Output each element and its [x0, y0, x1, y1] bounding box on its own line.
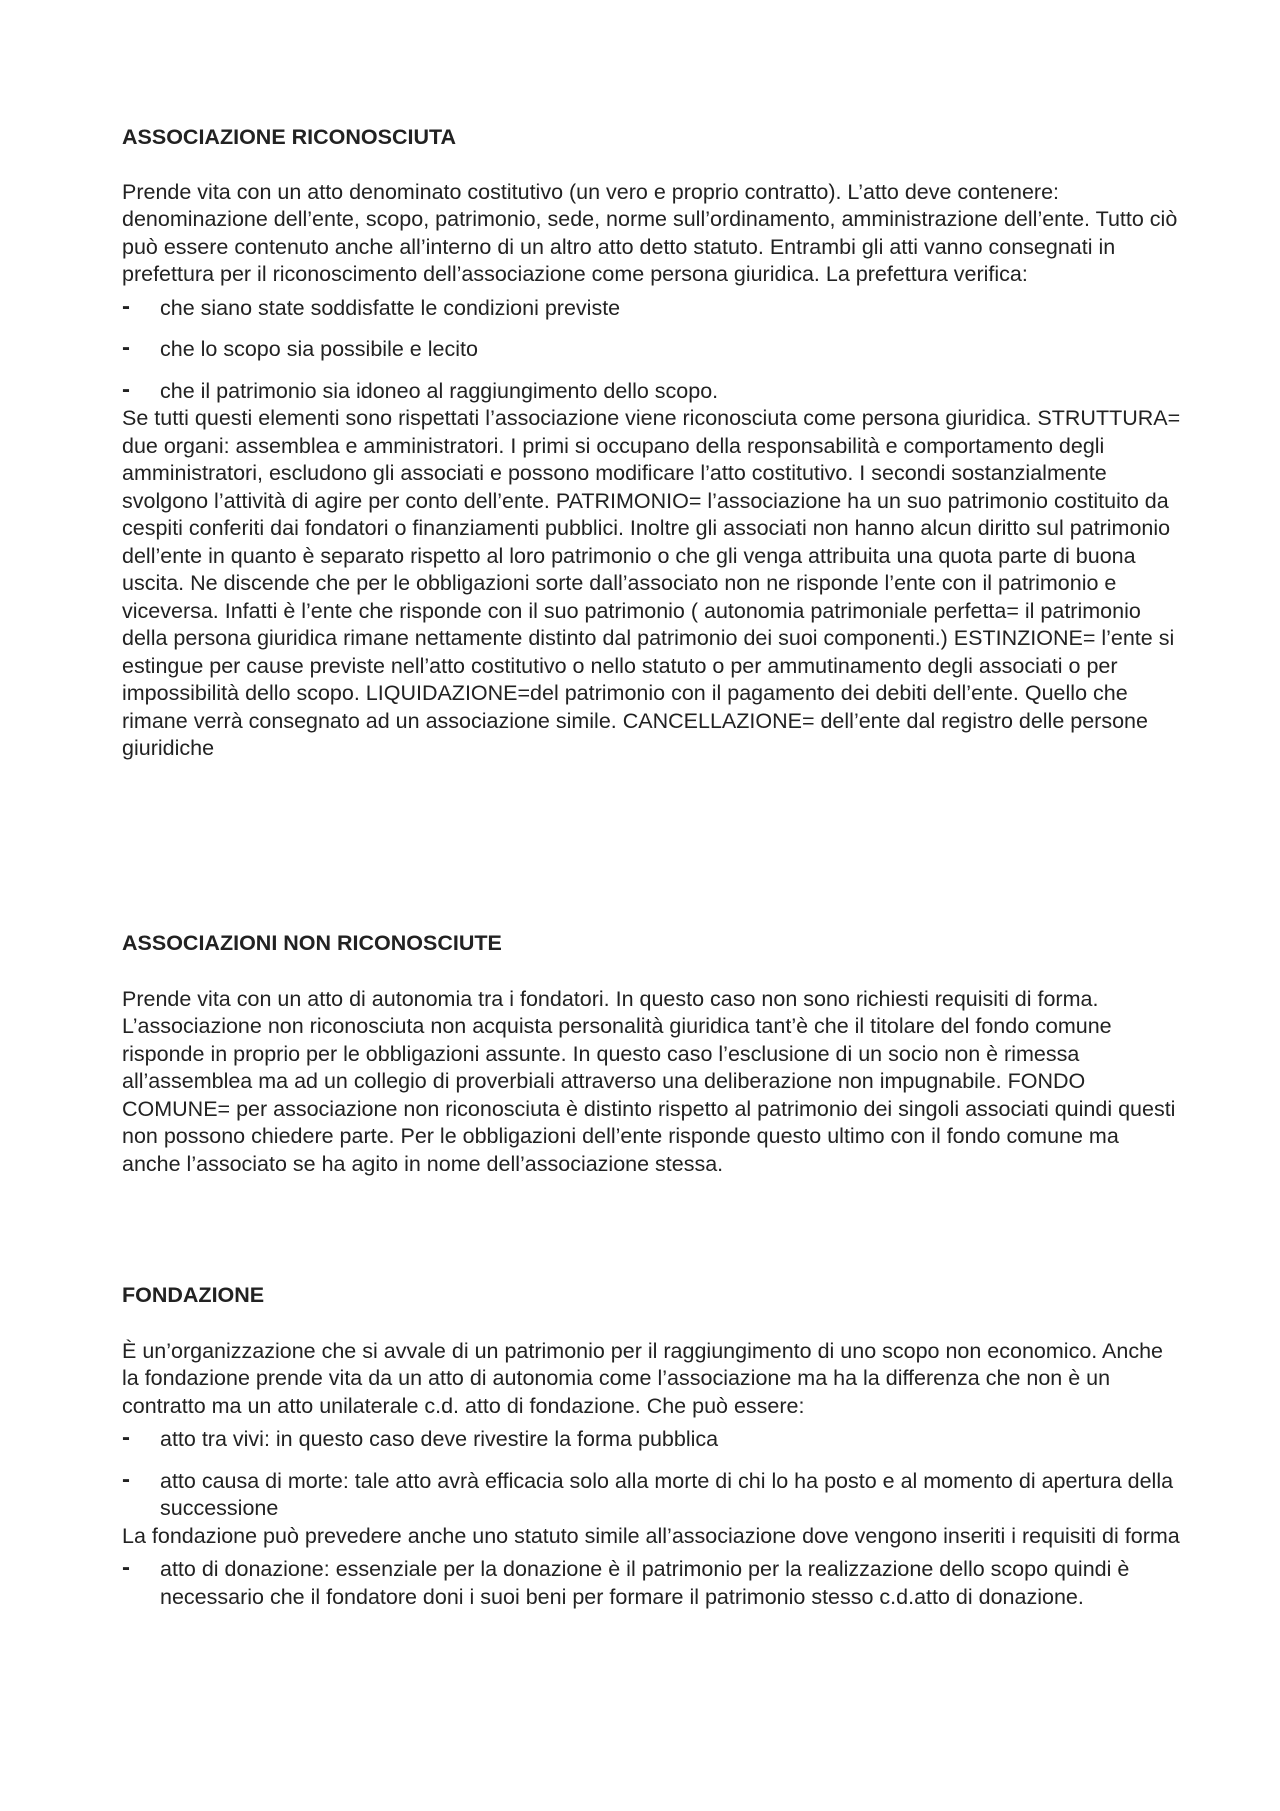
section-associazioni-non-riconosciute [122, 930, 1182, 1178]
dash-bullet-icon: - [122, 1465, 130, 1493]
bullet-list [122, 1426, 1182, 1523]
list-item: - atto tra vivi: in questo caso deve rivestire la forma pubblica [122, 1424, 719, 1451]
section-title: ASSOCIAZIONI NON RICONOSCIUTE [122, 931, 502, 955]
section-middle: La fondazione può prevedere anche uno statuto simile all’associazione dove vengono inseriti i requisiti di forma [122, 1523, 1180, 1548]
dash-bullet-icon: - [122, 334, 130, 361]
document-content [122, 124, 1182, 1609]
list-item: - che il patrimonio sia idoneo al raggiungimento dello scopo. [122, 375, 719, 403]
dash-bullet-icon: - [122, 375, 130, 403]
section-intro: È un’organizzazione che si avvale di un patrimonio per il raggiungimento di uno scopo non economico. Anche la fondazione prende vita da un atto di autonomia come l’associazione ma ha la differenza che non è un contratto ma un atto unilaterale c.d. atto di fondazione. Che può essere: [122, 1338, 1164, 1418]
section-intro: Prende vita con un atto denominato costitutivo (un vero e proprio contratto). L’atto deve contenere: denominazione dell’ente, scopo, patrimonio, sede, norme sull’ordinamento, amministrazione dell’ente. Tutto ciò può essere contenuto anche all’interno di un altro atto detto statuto. Entrambi gli atti vanno consegnati in prefettura per il riconoscimento dell’associazione come persona giuridica. La prefettura verifica: [122, 179, 1178, 286]
dash-bullet-icon: - [122, 292, 130, 320]
section-title: ASSOCIAZIONE RICONOSCIUTA [122, 125, 457, 149]
bullet-list [122, 292, 1182, 406]
bullet-list [122, 1556, 1182, 1611]
list-item: - atto causa di morte: tale atto avrà efficacia solo alla morte di chi lo ha posto e al momento di apertura della successione [122, 1465, 1174, 1520]
dash-bullet-icon: - [122, 1554, 130, 1581]
list-item: - che siano state soddisfatte le condizioni previste [122, 292, 621, 320]
section-title: FONDAZIONE [122, 1283, 265, 1307]
list-item: - che lo scopo sia possibile e lecito [122, 334, 478, 361]
dash-bullet-icon: - [122, 1424, 130, 1451]
section-fondazione [122, 1282, 1182, 1611]
section-body: Se tutti questi elementi sono rispettati l’associazione viene riconosciuta come persona giuridica. STRUTTURA= due organi: assemblea e amministratori. I primi si occupano della responsabilità e comportamento degli amministratori, escludono gli associati e possono modificare l’atto costitutivo. I secondi sostanzialmente svolgono l’attività di agire per conto dell’ente. PATRIMONIO= l’associazione ha un suo patrimonio costituito da cespiti conferiti dai fondatori o finanziamenti pubblici. Inoltre gli associati non hanno alcun diritto sul patrimonio dell’ente in quanto è separato rispetto al loro patrimonio o che gli venga attribuita una quota parte di buona uscita. Ne discende che per le obbligazioni sorte dall’associato non ne risponde l’ente con il patrimonio e viceversa. Infatti è l’ente che risponde con il suo patrimonio ( autonomia patrimoniale perfetta= il patrimonio della persona giuridica rimane nettamente distinto dal patrimonio dei suoi componenti.) ESTINZIONE= l’ente si estingue per cause previste nell’atto costitutivo o nello statuto o per ammutinamento degli associati o per impossibilità dello scopo. LIQUIDAZIONE=del patrimonio con il pagamento dei debiti dell’ente. Quello che rimane verrà consegnato ad un associazione simile. CANCELLAZIONE= dell’ente dal registro delle persone giuridiche [122, 406, 1181, 760]
section-body: Prende vita con un atto di autonomia tra i fondatori. In questo caso non sono richiesti requisiti di forma. L’associazione non riconosciuta non acquista personalità giuridica tant’è che il titolare del fondo comune risponde in proprio per le obbligazioni assunte. In questo caso l’esclusione di un socio non è rimessa all’assemblea ma ad un collegio di proverbiali attraverso una deliberazione non impugnabile. FONDO COMUNE= per associazione non riconosciuta è distinto rispetto al patrimonio dei singoli associati quindi questi non possono chiedere parte. Per le obbligazioni dell’ente risponde questo ultimo con il fondo comune ma anche l’associato se ha agito in nome dell’associazione stessa. [122, 986, 1176, 1176]
list-item: - atto di donazione: essenziale per la donazione è il patrimonio per la realizzazione dello scopo quindi è necessario che il fondatore doni i suoi beni per formare il patrimonio stesso c.d.atto di donazione. [122, 1554, 1130, 1609]
section-associazione-riconosciuta [122, 124, 1182, 763]
